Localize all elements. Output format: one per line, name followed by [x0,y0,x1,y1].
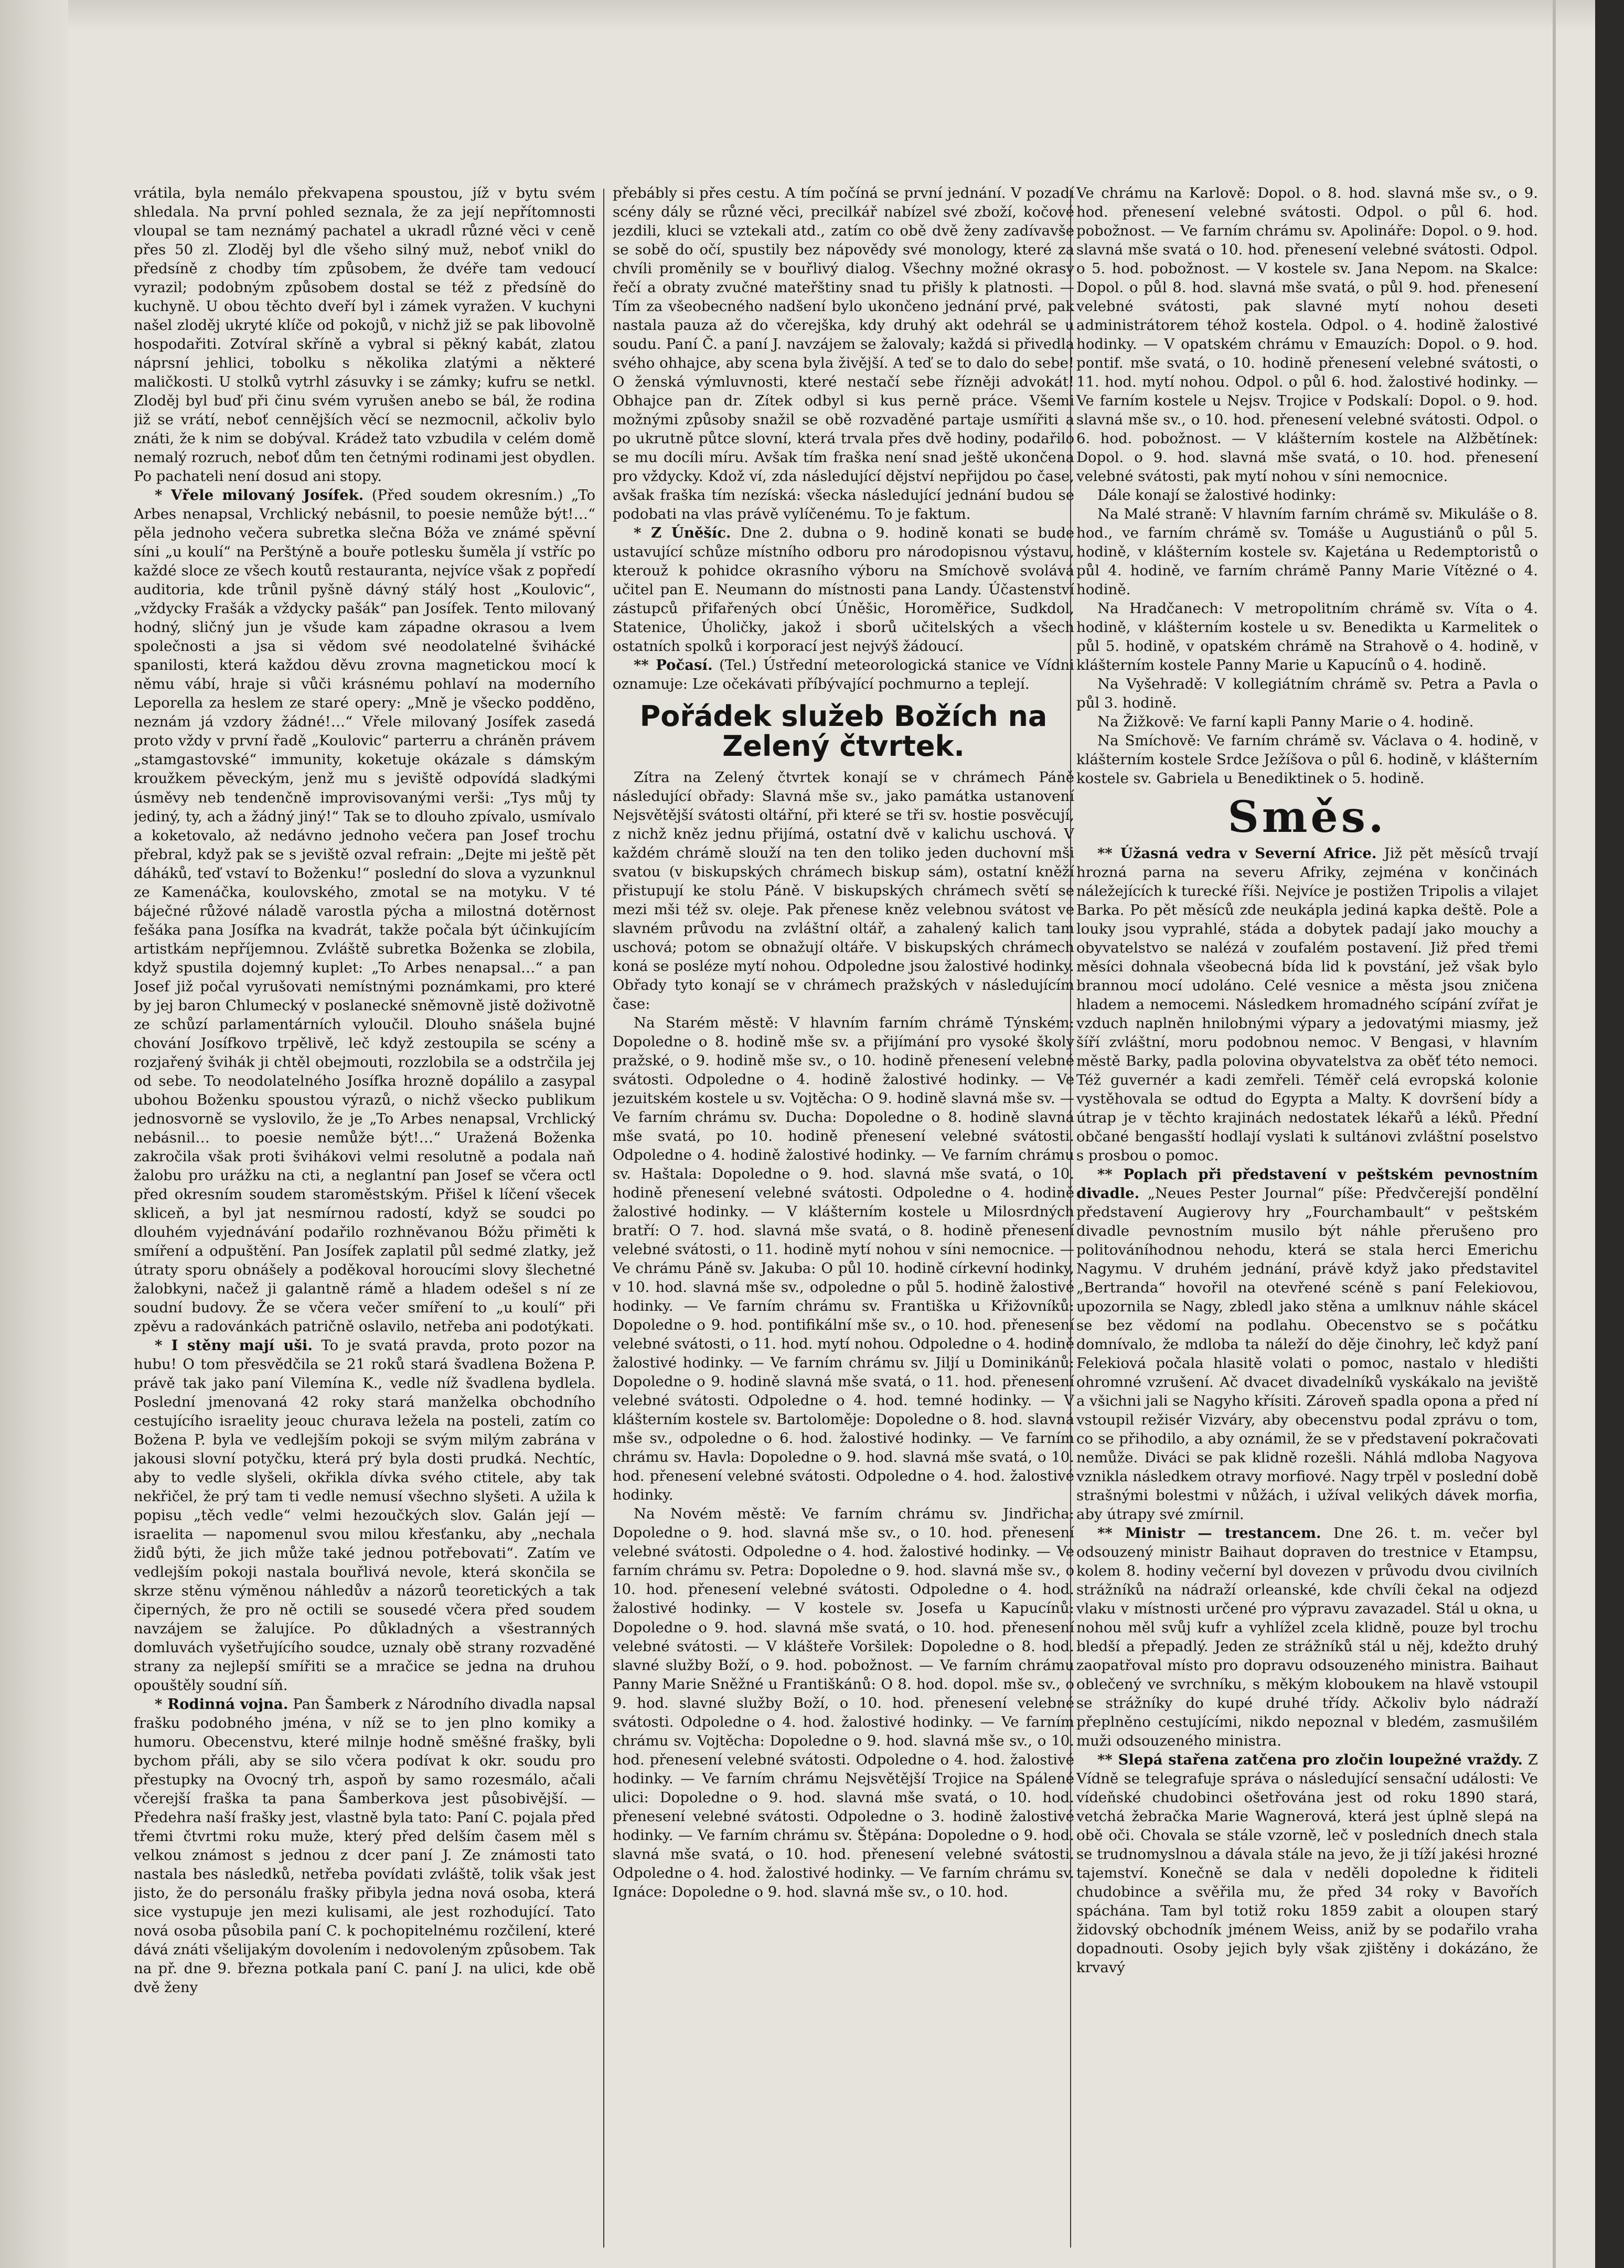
article-heading: * Vřele milovaný Josífek. [155,487,364,504]
article-text: přebábly si přes cestu. A tím počíná se první jednání. V pozadí scény dály se různé věci, precilkář nabízel své zboží, kočové jezdili, kluci se vztekali atd., zatím co obě dvě ženy zadívavše se sobě do očí, spustily bez nápovědy své monology, které za chvíli proměnily se v bouřlivý dialog. Všechny možné okrasy řečí a obraty zvučné mateřštiny snad tu přišly k platnosti. — Tím za všeobecného nadšení bylo ukončeno jednání prvé, pak nastala pauza až do včerejška, kdy druhý akt odehrál se u soudu. Paní Č. a paní J. navzájem se žalovaly; každá si přivedla svého ohhajce, aby scena byla živější. A teď se to dalo do sebe! O ženská výmluvnosti, které nestačí sebe řízněji advokát! Obhajce pan dr. Zítek odbyl si kus perně práce. Všemi možnými způsoby snažil se obě rozvaděné partaje usmířiti a po ukrutně půtce slovní, která trvala přes dvě hodiny, podařilo se mu docíli míru. Avšak tím fraška není snad ještě ukončena pro vždycky. Kdož ví, zda následující dějství nepřijdou po čase, avšak fraška tím nezíská: všecka následující jednání budou se podobati na vlas právě vylíčenému. To je faktum. [613,185,1074,523]
article-text: To je svatá pravda, proto pozor na hubu! O tom přesvědčila se 21 roků stará švadlena Božena P. právě tak jako paní Vilemína K., vedle níž švadlena bydlela. Poslední jmenovaná 42 roky stará manželka obchodního cestujícího israelity jeouc churava ležela na posteli, zatím co Božena P. byla ve vedlejším pokoji se svým milým zabrána v jakousi slovní potyčku, která prý byla dosti prudká. Nechtíc, aby to vedle slyšeli, okřikla dívka svého ctitele, aby tak nekřičel, že prý tam ti vedle nemusí všechno slyšeti. A užila k popisu „těch vedle“ velmi hezoučkých slov. Galán její — israelita — napomenul svou milou křesťanku, aby „nechala židů býti, že jich může také jednou potřebovati“. Zatím ve vedlejším pokoji nastala bouřlivá nevole, která skončila se skrze stěnu výměnou náhledův a názorů teoretických a tak čiperných, že pro ně octili se sousedé včera před soudem navzájem se žalujíce. Po důkladných a všestranných domluvách vyšetřujícího soudce, uznaly obě strany rozvaděné strany za nejlepší smířiti se a mračice se jedna na druhou opouštěly soudní síň. [134,1336,595,1694]
section-headline: Pořádek služeb Božích na Zelený čtvrtek. [639,700,1048,763]
article-paragraph [613,523,1074,656]
article-heading: ** Slepá stařena zatčena pro zločin loupežné vraždy. [1097,1751,1523,1769]
article-heading: ** Ministr — trestancem. [1097,1525,1321,1542]
article-text: Na Hradčanech: V metropolitním chrámě sv. Víta o 4. hodině, v klášterním kostele u sv. Benedikta u Karmelitek o půl 5. hodině, v opatském chrámě na Strahově o 4. hodině, v klášterním kostele Panny Marie u Kapucínů o 4. hodině. [1076,600,1538,674]
article-paragraph [1076,1165,1538,1524]
article-heading: * I stěny mají uši. [155,1336,313,1354]
article-paragraph [1076,1750,1538,1977]
article-text: (Před soudem okresním.) „To Arbes nenapsal, Vrchlický nebásnil, to poesie nemůže být!…“ pěla jednoho večera subretka slečna Bóža ve známé spěvní síni „u koulí“ na Perštýně a bouře potlesku šuměla jí vstříc po každé sloce ze všech koutů restauranta, nejvíce však z popředí auditoria, kde trůnil pyšně dávný stálý host „Koulovic“, „vždycky Frašák a vždycky pašák“ pan Josífek. Tento milovaný hodný, sličný jun je všude kam západne okrasou a lvem společnosti a jsa si vědom své neodolatelné švihácké spanilosti, která každou děvu zrovna magnetickou mocí k němu vábí, hraje si vůči krásnému pohlaví na moderního Leporella za heslem ze staré opery: „Mně je všecko podděno, neznám já vzdory žádné!…“ Vřele milovaný Josífek zasedá proto vždy v první řadě „Koulovic“ parterru a chráněn právem „stamgastovské“ immunity, koketuje okázale s dámským kroužkem pěveckým, jenž mu s jeviště odpovídá sladkými úsměvy neb tendenčně improvisovanými verši: „Tys můj ty jediný, ty, ach a žádný jiný!“ Tak se to dlouho zpívalo, usmívalo a koketovalo, až nedávno jednoho večera pan Josef trochu přebral, když pak se s jeviště ozval refrain: „Dejte mi ještě pět dáháků, teď vstaví to Boženku!“ poslední do slova a vyzunknul ze Kamenáčka, koulovského, zmotal se na motyku. V té báječné růžové náladě varostla pýcha a milostná dotěrnost fešáka pana Josífka na kvadrát, takže počala být účinkujícím artistkám nepříjemnou. Zvláště subretka Boženka se zlobila, když spustila dojemný kuplet: „To Arbes nenapsal…“ a pan Josef již počal vyrušovati nemístnými poznámkami, pro které by jej baron Chlumecký v poslanecké sněmovně jistě doživotně ze schůzí parlamentárních vyloučil. Dlouho snášela bujné chování Josífkovo trpělivě, leč když zestoupila se scény a rozjařený švihák ji chtěl obejmouti, rozzlobila se a odstrčila jej od sebe. To neodolatelného Josífka hrozně dopálilo a zasypal ubohou Boženku spoustou výrazů, o nichž všecko publikum jednosvorně se vyslovilo, že je „To Arbes nenapsal, Vrchlický nebásnil… to poesie nemůže být!…“ Uražená Boženka zakročila však proti švihákovi velmi resolutně a podala naň žalobu pro urážku na cti, a neglantní pan Josef se včera octl před okresním soudem staroměstským. Přišel k líčení všecek skliceň, a byl jat nesmírnou radostí, když se soudci po dlouhém vyjednávání podařilo rozhněvanou Bóžu přiměti k smíření a odpuštění. Pan Josífek zaplatil půl sedmé zlatky, jež útraty sporu obnášely a poděkoval horoucími slovy šlechetné žalobkyni, načež ji galantně rámě a hladem odešel s ní ze soudní budovy. Že se včera večer smíření to „u koulí“ při zpěvu a radovánkách patričně oslavilo, netřeba ani podotýkati. [134,487,595,1335]
article-text: Pan Šamberk z Národního divadla napsal frašku podobného jména, v níž se to jen plno komiky a humoru. Obecenstvu, které milnje hodně směšné frašky, byli bychom přáli, aby se silo včera podívat k okr. soudu pro přestupky na Ovocný trh, aspoň by samo rozesmálo, ačali včerejší fraška ta pana Šamberkova jest působivější. — Předehra naší frašky jest, vlastně byla tato: Paní C. pojala před třemi čtvrtmi roku muže, který před delším časem měl s velkou známost s jednou z dcer paní J. Ze známosti tato nastala bes následků, netřeba povídati zvláště, tolik však jest jisto, že do personálu frašky přibyla jedna nová osoba, která sice vystupuje jen mezi kulisami, ale jest rozhodující. Tato nová osoba působila paní C. k pochopitelnému rozčilení, které dává znáti všelijakým dovolením i nedovoleným způsobem. Tak na př. dne 9. března potkala paní C. paní J. na ulici, kde obě dvě ženy [134,1696,595,1996]
article-text: „Neues Pester Journal“ píše: Předvčerejší pondělní představení Augierovy hry „Fourchambault“ v peštském divadle pevnostním musilo být náhle přerušeno pro politováníhodnou nehodu, která se stala herci Emerichu Nagymu. V druhém jednání, právě když jako představitel „Bertranda“ hovořil na otevřené scéně s paní Felekiovou, upozornila se Nagy, zbledl jako stěna a umlknuv náhle skácel se bez vědomí na podlahu. Obecenstvo se s počátku domnívalo, že mdloba ta náleží do děje činohry, leč když paní Felekiová počala hlasitě volati o pomoc, nastalo v hledišti ohromné vzrušení. Ač dvacet divadelníků vyskákalo na jeviště a všichni jali se Nagyho křísiti. Zároveň spadla opona a před ní vstoupil režisér Vizváry, aby obecenstvu podal zprávu o tom, co se přihodilo, a aby oznámil, že se v představení pokračovati nemůže. Diváci se pak klidně rozešli. Náhlá mdloba Nagyova vznikla následkem otravy morfiové. Nagy trpěl v poslední době strašnými bolestmi v nůžách, i užíval velikých dávek morfia, aby útrapy své zmírnil. [1076,1184,1538,1523]
article-paragraph [613,656,1074,693]
article-heading: * Z Úněšíc. [634,525,731,542]
article-text: (Tel.) Ústřední meteorologická stanice ve Vídni oznamuje: Lze očekávati příbývající pochmurno a teplejí. [613,657,1074,693]
article-paragraph [1076,1524,1538,1750]
article-text: Již pět měsíců trvají hrozná parna na severu Afriky, zejména v končinách náležejících k turecké říši. Nejvíce je postižen Tripolis a vilajet Barka. Po pět měsíců zde neukápla jediná kapka deště. Pole a louky jsou vyprahlé, stáda a dobytek padají jako mouchy a obyvatelstvo se nalézá v zoufalém postavení. Již před třemi měsíci dohnala všeobecná bída lid k povstání, jež však bylo brannou mocí udoláno. Celé vesnice a města jsou zničena hladem a nemocemi. Následkem hromadného scípání zvířat je vzduch naplněn hnilobnými výpary a jedovatými miasmy, jež šíří zvláštní, moru podobnou nemoc. V Bengasi, v hlavním městě Barky, padla polovina obyvatelstva za oběť této nemoci. Též guvernér a kadi zemřeli. Téměř celá evropská kolonie vystěhovala se odtud do Egypta a Malty. K dovršení bídy a útrap je v těchto krajinách nedostatek lékařů a léků. Přední občané bengasští hodlají vyslati k sultánovi zvláštní poselstvo s prosbou o pomoc. [1076,844,1538,1164]
left-margin-scan-shade [0,0,68,2268]
binding-edge [1595,0,1624,2268]
article-paragraph [134,1695,595,1997]
article-text: Na Starém městě: V hlavním farním chrámě Týnském: Dopoledne o 8. hodině mše sv. a přijímání pro vysoké školy pražské, o 9. hodině mše sv., o 10. hodině přenesení velebné svátosti. Odpoledne o 4. hodině žalostivé hodinky. — Ve jezuitském kostele u sv. Vojtěcha: O 9. hodině slavná mše sv. — Ve farním chrámu sv. Ducha: Dopoledne o 8. hodině slavná mše svatá, po 10. hodině přenesení velebné svátosti. Odpoledne o 4. hodině žalostivé hodinky. — Ve farním chrámu sv. Haštala: Dopoledne o 9. hod. slavná mše svatá, o 10. hodině přenesení velebné svátosti. Odpoledne o 4. hodině žalostivé hodinky. — V klášterním kostele u Milosrdných bratří: O 7. hod. slavná mše svatá, o 8. hodině přenesení velebné svátosti, o 11. hodině mytí nohou v síni nemocnice. — Ve chrámu Páně sv. Jakuba: O půl 10. hodině církevní hodinky, v 10. hod. slavná mše sv., odpoledne o půl 5. hodině žalostivé hodinky. — Ve farním chrámu sv. Františka u Křižovníků: Dopoledne o 9. hod. pontifikální mše sv., o 10. hod. přenesení velebné svátosti, o 11. hod. mytí nohou. Odpoledne o 4. hodině žalostivé hodinky. — Ve farním chrámu sv. Jiljí u Dominikánů: Dopoledne o 9. hodině slavná mše svatá, o 11. hod. přenesení velebné svátosti. Odpoledne o 4. hod. temné hodinky. — V klášterním kostele sv. Bartoloměje: Dopoledne o 8. hod. slavná mše sv., odpoledne o 6. hod. žalostivé hodinky. — Ve farním chrámu sv. Havla: Dopoledne o 9. hod. slavná mše svatá, o 10. hod. přenesení velebné svátosti. Odpoledne o 4. hod. žalostivé hodinky. [613,1014,1074,1504]
article-text: Na Malé straně: V hlavním farním chrámě sv. Mikuláše o 8. hod., ve farním chrámě sv. Tomáše u Augustiánů o půl 5. hodině, v klášterním kostele sv. Kajetána u Redemptoristů o půl 4. hodině, ve farním chrámě Panny Marie Vítězné o 4. hodině. [1076,506,1538,598]
article-paragraph [134,486,595,1336]
article-text: Zítra na Zelený čtvrtek konají se v chrámech Páně následující obřady: Slavná mše sv., jako památka ustanovení Nejsvětější svátosti oltářní, při které se tři sv. hostie posvěcují, z nichž kněz jednu přijímá, ostatní dvě v kalichu uschová. V každém chrámě slouží na ten den toliko jeden duchovní mši svatou (v biskupských chrámech biskup sám), ostatní kněží přistupují ke stolu Páně. V biskupských chrámech světí se mezi mši též sv. oleje. Pak přenese kněz velebnou svátost ve slavném průvodu na zvláštní oltář, a zahalený kalich tam uschová; potom se obnažují oltáře. V biskupských chrámech koná se posléze mytí nohou. Odpoledne jsou žalostivé hodinky. Obřady tyto konají se v chrámech pražských v následujícím čase: [613,768,1074,1012]
article-heading: * Rodinná vojna. [155,1696,289,1713]
article-text: Z Vídně se telegrafuje správa o následující sensační události: Ve vídeňské chudobinci ošetřována jest od roku 1890 stará, vetchá žebračka Marie Wagnerová, která jest úplně slepá na obě oči. Chovala se stále vzorně, leč v posledních dnech stala se trudnomyslnou a dávala stále na jevo, že ji tíží jakési hrozné tajemství. Konečně se dala v neděli dopoledne k řiditeli chudobince a svěřila mu, že před 34 roky v Bavořích spáchána. Tam byl totiž roku 1859 zabit a oloupen starý židovský obchodník jménem Weiss, aniž by se podařilo vraha dopadnouti. Osoby jejich byly však zjištěny i dokázáno, že krvavý [1076,1751,1538,1976]
article-paragraph [1076,844,1538,1165]
article-heading: ** Počasí. [634,657,713,674]
column-rule [603,189,604,2248]
article-text: Dne 2. dubna o 9. hodině konati se bude ustavující schůze místního odboru pro národopisnou výstavu, kterouž k pohidce okrasního výboru na Smíchově svolává učitel pan E. Neumann do místnosti pana Landy. Účastenství zástupců přifařených obcí Úněšic, Horoměřice, Sudkdol, Statenice, Úholičky, jakož i sborů učitelských a všech ostatních spolků i korporací jest nejvýš žádoucí. [613,525,1074,655]
column-1 [134,184,595,2250]
article-heading: ** Úžasná vedra v Severní Africe. [1097,844,1377,862]
section-headline: Směs. [1227,791,1387,842]
article-text: vrátila, byla nemálo překvapena spoustou, jíž v bytu svém shledala. Na první pohled seznala, že za její nepřítomnosti vloupal se tam neznámý pachatel a ukradl různé věci v ceně přes 50 zl. Zloděj byl dle všeho silný muž, neboť vnikl do předsíně z chodby tím způsobem, že dvéře tam vedoucí vyrazil; podobným způsobem dostal se též z předsíně do kuchyně. U obou těchto dveří byl i zámek vyražen. V kuchyni našel zloděj ukryté klíče od pokojů, v nichž již se pak libovolně hospodařiti. Zotvíral skříně a vybral si pěkný kabát, zlatou náprsní jehlici, tobolku s několika zlatými a některé maličkosti. U stolků vytrhl zásuvky i se zámky; kufru se netkl. Zloděj byl buď při činu svém vyrušen anebo se bál, že rodina již se vrátí, neboť cennějších věcí se nezmocnil, ačkoliv bylo znáti, že k nim se dobýval. Krádež tato vzbudila v celém domě nemalý rozruch, neboť dům ten četnými rodinami jest obydlen. Po pachateli není dosud ani stopy. [134,185,595,485]
page-edge-shadow [0,0,1624,31]
fold-line [1553,0,1556,2268]
column-3 [1076,184,1538,2250]
article-text: Dne 26. t. m. večer byl odsouzený ministr Baihaut dopraven do trestnice v Etampsu, kolem 8. hodiny večerní byl dovezen v průvodu dvou civilních strážníků na nádraží orleanské, kde chvíli čekal na odjezd vlaku v místnosti určené pro výpravu zavazadel. Stál u okna, u nohou měl svůj kufr a vyhlížel zcela klidně, pouze byl trochu bledší a přepadlý. Jeden ze strážníků stál u něj, kdežto druhý zaopatřoval místo pro dopravu odsouzeného ministra. Baihaut oblečený ve svrchníku, s měkým kloboukem na hlavě vstoupil se strážníky do kupé druhé třídy. Ačkoliv bylo nádraží přeplněno cestujícími, nikdo nepoznal v bledém, zasmušilém muži odsouzeného ministra. [1076,1525,1538,1750]
article-text: Na Novém městě: Ve farním chrámu sv. Jindřicha: Dopoledne o 9. hod. slavná mše sv., o 10. hod. přenesení velebné svátosti. Odpoledne o 4. hod. žalostivé hodinky. — Ve farním chrámu sv. Petra: Dopoledne o 9. hod. slavná mše sv., o 10. hod. přenesení velebné svátosti. Odpoledne o 4. hod. žalostivé hodinky. — V kostele sv. Josefa u Kapucínů: Dopoledne o 9. hod. slavná mše svatá, o 10. hod. přenesení velebné svátosti. — V klášteře Voršilek: Dopoledne o 8. hod. slavné služby Boží, o 9. hod. pobožnost. — Ve farním chrámu Panny Marie Sněžné u Františkánů: O 8. hod. dopol. mše sv., o 9. hod. slavné služby Boží, o 10. hod. přenesení velebné svátosti. Odpoledne o 4. hod. žalostivé hodinky. — Ve farním chrámu sv. Vojtěcha: Dopoledne o 9. hod. slavná mše sv., o 10. hod. přenesení velebné svátosti. Odpoledne o 4. hod. žalostivé hodinky. — Ve farním chrámu Nejsvětější Trojice na Spálené ulici: Dopoledne o 9. hod. slavná mše svatá, o 10. hod. přenesení velebné svátosti. Odpoledne o 3. hodině žalostivé hodinky. — Ve farním chrámu sv. Štěpána: Dopoledne o 9. hod. slavná mše svatá, o 10. hod. přenesení velebné svátosti. Odpoledne o 4. hod. žalostivé hodinky. — Ve farním chrámu sv. Ignáce: Dopoledne o 9. hod. slavná mše sv., o 10. hod. [613,1505,1074,1900]
article-text: Na Smíchově: Ve farním chrámě sv. Václava o 4. hodině, v klášterním kostele Srdce Ježíšova o půl 6. hodině, v klášterním kostele sv. Gabriela u Benediktinek o 5. hodině. [1076,732,1538,787]
article-heading: ** Poplach při představení v peštském pevnostním divadle. [1076,1165,1538,1202]
article-text: Ve chrámu na Karlově: Dopol. o 8. hod. slavná mše sv., o 9. hod. přenesení velebné svátosti. Odpol. o půl 6. hod. pobožnost. — Ve farním chrámu sv. Apolináře: Dopol. o 9. hod. slavná mše svatá o 10. hod. přenesení velebné svátosti. Odpol. o 5. hod. pobožnost. — V kostele sv. Jana Nepom. na Skalce: Dopol. o půl 8. hod. slavná mše svatá, o půl 9. hod. přenesení velebné svátosti, pak slavné mytí nohou deseti administrátorem téhož kostela. Odpol. o 4. hodině žalostivé hodinky. — V opatském chrámu v Emauzích: Dopol. o 9. hod. pontif. mše svatá, o 10. hodině přenesení velebné svátosti, o 11. hod. mytí nohou. Odpol. o půl 6. hod. žalostivé hodinky. — Ve farním kostele u Nejsv. Trojice v Podskalí: Dopol. o 9. hod. slavná mše sv., o 10. hod. přenesení velebné svátosti. Odpol. o 6. hod. pobožnost. — V klášterním kostele na Alžbětínek: Dopol. o 9. hod. slavná mše svatá, o 10. hod. přenesení velebné svátosti, pak mytí nohou v síni nemocnice. [1076,185,1538,485]
article-text: Na Žižkově: Ve farní kapli Panny Marie o 4. hodině. [1097,713,1474,731]
article-text: Dále konají se žalostivé hodinky: [1097,487,1337,504]
column-2 [613,184,1074,2250]
article-paragraph [134,1336,595,1695]
article-text: Na Vyšehradě: V kollegiátním chrámě sv. Petra a Pavla o půl 3. hodině. [1076,676,1538,712]
